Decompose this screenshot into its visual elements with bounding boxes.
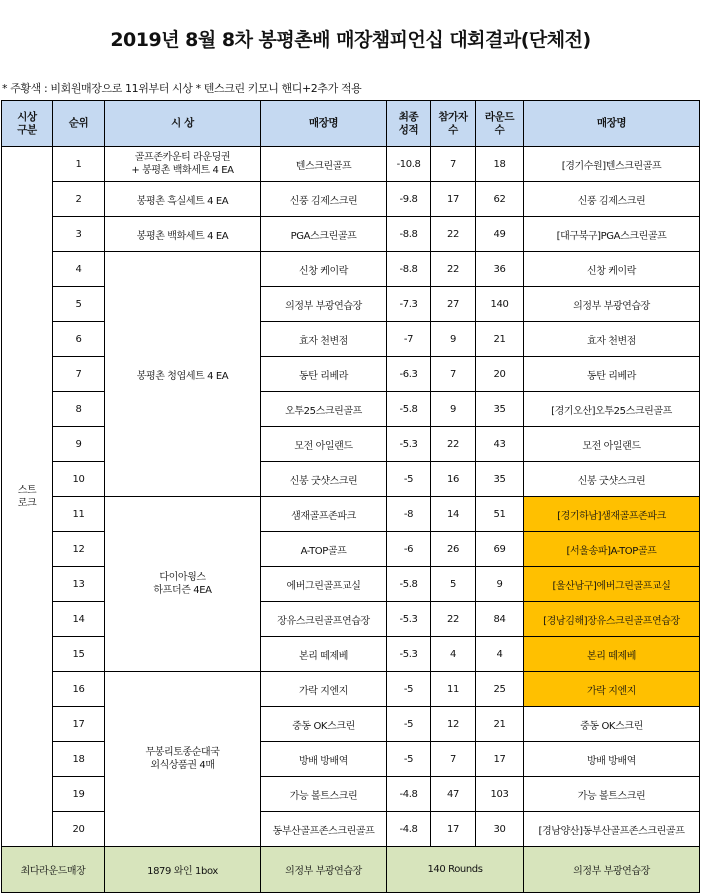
- prize-cell: 봉평촌 청엽세트 4 EA: [105, 252, 261, 497]
- rank-cell: 17: [53, 707, 105, 742]
- results-table: [1, 100, 700, 893]
- prize-cell: 무봉리토종순대국 외식상품권 4매: [105, 672, 261, 847]
- store2-cell: [경남양산]동부산골프존스크린골프: [524, 812, 700, 847]
- footer-rounds: 140 Rounds: [387, 847, 524, 893]
- table-row: [2, 217, 700, 252]
- rounds-cell: 9: [476, 567, 524, 602]
- store-cell: 가락 지엔지: [261, 672, 387, 707]
- store2-cell: 신봉 굿샷스크린: [524, 462, 700, 497]
- footer-label: 최다라운드매장: [2, 847, 105, 893]
- participants-cell: 16: [431, 462, 476, 497]
- store-cell: A-TOP골프: [261, 532, 387, 567]
- header-row: [2, 101, 700, 147]
- score-cell: -5: [387, 462, 431, 497]
- rank-cell: 4: [53, 252, 105, 287]
- rounds-cell: 35: [476, 462, 524, 497]
- rounds-cell: 20: [476, 357, 524, 392]
- store2-cell: 신창 케이락: [524, 252, 700, 287]
- rounds-cell: 51: [476, 497, 524, 532]
- participants-cell: 5: [431, 567, 476, 602]
- participants-cell: 47: [431, 777, 476, 812]
- header-rounds: 라운드 수: [476, 101, 524, 147]
- participants-cell: 22: [431, 252, 476, 287]
- header-prize: 시 상: [105, 101, 261, 147]
- score-cell: -10.8: [387, 147, 431, 182]
- score-cell: -4.8: [387, 777, 431, 812]
- store2-cell: [경기오산]오투25스크린골프: [524, 392, 700, 427]
- header-score: 최종 성적: [387, 101, 431, 147]
- rank-cell: 16: [53, 672, 105, 707]
- store2-cell: 의정부 부광연습장: [524, 287, 700, 322]
- participants-cell: 4: [431, 637, 476, 672]
- store2-cell-highlighted: 가락 지엔지: [524, 672, 700, 707]
- participants-cell: 22: [431, 427, 476, 462]
- store2-cell: 가능 볼트스크린: [524, 777, 700, 812]
- rank-cell: 11: [53, 497, 105, 532]
- rounds-cell: 21: [476, 707, 524, 742]
- footer-row: [2, 847, 700, 893]
- score-cell: -5.8: [387, 567, 431, 602]
- participants-cell: 7: [431, 742, 476, 777]
- participants-cell: 7: [431, 357, 476, 392]
- prize-cell: 봉평촌 흑실세트 4 EA: [105, 182, 261, 217]
- store2-cell-highlighted: 본리 떼제베: [524, 637, 700, 672]
- store2-cell: 신풍 김제스크린: [524, 182, 700, 217]
- participants-cell: 9: [431, 392, 476, 427]
- score-cell: -4.8: [387, 812, 431, 847]
- rounds-cell: 49: [476, 217, 524, 252]
- footer-store: 의정부 부광연습장: [261, 847, 387, 893]
- score-cell: -5.3: [387, 637, 431, 672]
- prize-cell: 봉평촌 백화세트 4 EA: [105, 217, 261, 252]
- score-cell: -5: [387, 672, 431, 707]
- footer-store2: 의정부 부광연습장: [524, 847, 700, 893]
- table-row: [2, 182, 700, 217]
- rank-cell: 3: [53, 217, 105, 252]
- header-store: 매장명: [261, 101, 387, 147]
- store-cell: 동부산골프존스크린골프: [261, 812, 387, 847]
- store-cell: 텐스크린골프: [261, 147, 387, 182]
- score-cell: -5.3: [387, 427, 431, 462]
- store2-cell-highlighted: [울산남구]에버그린골프교실: [524, 567, 700, 602]
- category-cell: 스트 로크: [2, 147, 53, 847]
- rounds-cell: 36: [476, 252, 524, 287]
- rounds-cell: 103: [476, 777, 524, 812]
- score-cell: -5: [387, 742, 431, 777]
- rank-cell: 6: [53, 322, 105, 357]
- header-participants: 참가자 수: [431, 101, 476, 147]
- score-cell: -8.8: [387, 252, 431, 287]
- participants-cell: 7: [431, 147, 476, 182]
- note-text: * 주황색 : 비회원매장으로 11위부터 시상 * 텐스크린 키모니 핸디+2추가 적용: [2, 82, 362, 95]
- rounds-cell: 25: [476, 672, 524, 707]
- store2-cell: 방배 방배역: [524, 742, 700, 777]
- prize-cell: 다이아윙스 하프더즌 4EA: [105, 497, 261, 672]
- store-cell: 의정부 부광연습장: [261, 287, 387, 322]
- store2-cell: 중동 OK스크린: [524, 707, 700, 742]
- participants-cell: 14: [431, 497, 476, 532]
- rounds-cell: 43: [476, 427, 524, 462]
- header-category: 시상 구분: [2, 101, 53, 147]
- store-cell: 오투25스크린골프: [261, 392, 387, 427]
- prize-cell: 골프존카운티 라운딩권 + 봉평촌 백화세트 4 EA: [105, 147, 261, 182]
- rank-cell: 12: [53, 532, 105, 567]
- score-cell: -5.3: [387, 602, 431, 637]
- participants-cell: 12: [431, 707, 476, 742]
- store-cell: 효자 천변점: [261, 322, 387, 357]
- participants-cell: 17: [431, 812, 476, 847]
- rounds-cell: 30: [476, 812, 524, 847]
- score-cell: -7.3: [387, 287, 431, 322]
- store-cell: 신창 케이락: [261, 252, 387, 287]
- store-cell: 가능 볼트스크린: [261, 777, 387, 812]
- score-cell: -5.8: [387, 392, 431, 427]
- store2-cell: 효자 천변점: [524, 322, 700, 357]
- score-cell: -7: [387, 322, 431, 357]
- rank-cell: 7: [53, 357, 105, 392]
- rank-cell: 18: [53, 742, 105, 777]
- store-cell: 신풍 김제스크린: [261, 182, 387, 217]
- participants-cell: 11: [431, 672, 476, 707]
- store2-cell: 동탄 리베라: [524, 357, 700, 392]
- store-cell: 본리 떼제베: [261, 637, 387, 672]
- rounds-cell: 35: [476, 392, 524, 427]
- table-row: [2, 252, 700, 287]
- store-cell: 장유스크린골프연습장: [261, 602, 387, 637]
- page-title: 2019년 8월 8차 봉평촌배 매장챔피언십 대회결과(단체전): [110, 29, 591, 51]
- rounds-cell: 18: [476, 147, 524, 182]
- rounds-cell: 84: [476, 602, 524, 637]
- participants-cell: 26: [431, 532, 476, 567]
- table-row: [2, 147, 700, 182]
- rank-cell: 14: [53, 602, 105, 637]
- store2-cell-highlighted: [경남김해]장유스크린골프연습장: [524, 602, 700, 637]
- rank-cell: 13: [53, 567, 105, 602]
- header-rank: 순위: [53, 101, 105, 147]
- store2-cell-highlighted: [경기하남]샘재골프존파크: [524, 497, 700, 532]
- footer-prize: 1879 와인 1box: [105, 847, 261, 893]
- participants-cell: 9: [431, 322, 476, 357]
- rank-cell: 2: [53, 182, 105, 217]
- score-cell: -9.8: [387, 182, 431, 217]
- store-cell: 방배 방배역: [261, 742, 387, 777]
- rounds-cell: 17: [476, 742, 524, 777]
- table-row: [2, 672, 700, 707]
- store2-cell: 모전 아일랜드: [524, 427, 700, 462]
- store-cell: 모전 아일랜드: [261, 427, 387, 462]
- rounds-cell: 62: [476, 182, 524, 217]
- rank-cell: 8: [53, 392, 105, 427]
- rank-cell: 15: [53, 637, 105, 672]
- rank-cell: 19: [53, 777, 105, 812]
- table-row: [2, 497, 700, 532]
- rank-cell: 1: [53, 147, 105, 182]
- participants-cell: 17: [431, 182, 476, 217]
- score-cell: -6: [387, 532, 431, 567]
- rank-cell: 5: [53, 287, 105, 322]
- store2-cell: [대구북구]PGA스크린골프: [524, 217, 700, 252]
- rounds-cell: 21: [476, 322, 524, 357]
- store2-cell: [경기수원]텐스크린골프: [524, 147, 700, 182]
- score-cell: -8.8: [387, 217, 431, 252]
- store-cell: 동탄 리베라: [261, 357, 387, 392]
- participants-cell: 22: [431, 602, 476, 637]
- header-store2: 매장명: [524, 101, 700, 147]
- participants-cell: 27: [431, 287, 476, 322]
- store-cell: 신봉 굿샷스크린: [261, 462, 387, 497]
- store-cell: 에버그린골프교실: [261, 567, 387, 602]
- store-cell: PGA스크린골프: [261, 217, 387, 252]
- participants-cell: 22: [431, 217, 476, 252]
- score-cell: -8: [387, 497, 431, 532]
- rank-cell: 10: [53, 462, 105, 497]
- score-cell: -6.3: [387, 357, 431, 392]
- store-cell: 샘재골프존파크: [261, 497, 387, 532]
- rounds-cell: 140: [476, 287, 524, 322]
- score-cell: -5: [387, 707, 431, 742]
- rank-cell: 20: [53, 812, 105, 847]
- rounds-cell: 4: [476, 637, 524, 672]
- rank-cell: 9: [53, 427, 105, 462]
- rounds-cell: 69: [476, 532, 524, 567]
- store2-cell-highlighted: [서울송파]A-TOP골프: [524, 532, 700, 567]
- store-cell: 중동 OK스크린: [261, 707, 387, 742]
